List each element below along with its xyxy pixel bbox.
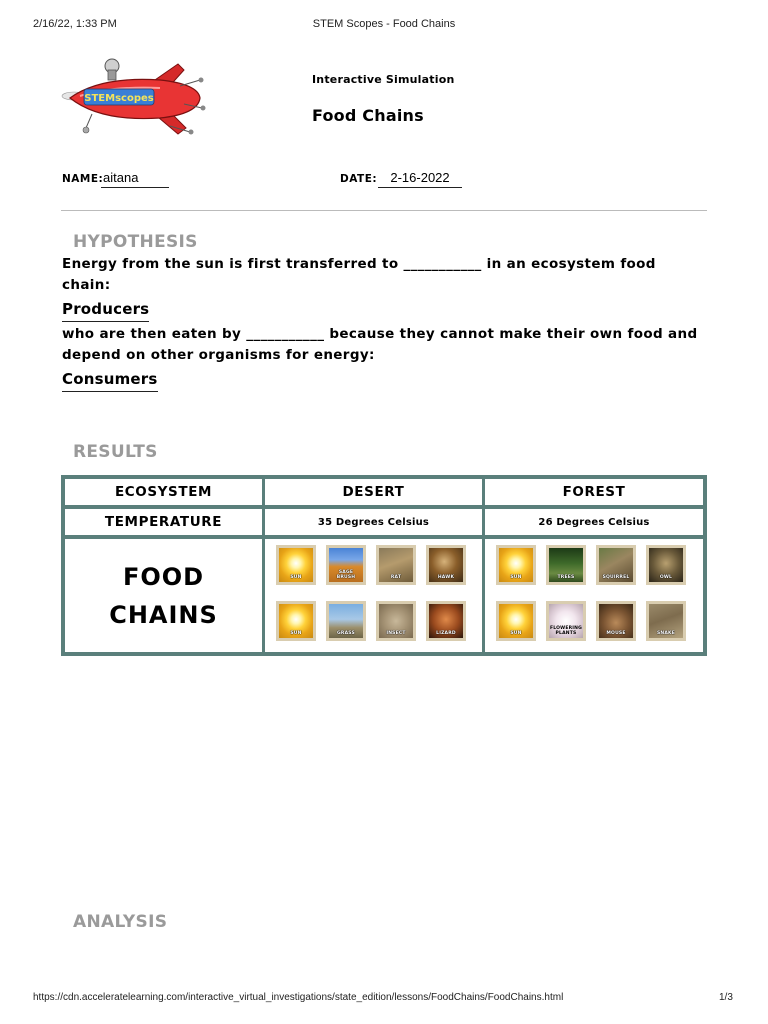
desert-chain2-sun: SUN [276, 601, 316, 641]
hypothesis-heading: HYPOTHESIS [73, 232, 198, 252]
date-field[interactable]: 2-16-2022 [378, 170, 462, 188]
forest-food-chains [485, 539, 703, 652]
name-field[interactable]: aitana [101, 170, 169, 188]
print-title: STEM Scopes - Food Chains [312, 18, 456, 30]
desert-temperature: 35 Degrees Celsius [265, 509, 482, 535]
desert-chain2-lizard: LIZARD [426, 601, 466, 641]
desert-chain1-hawk: HAWK [426, 545, 466, 585]
simulation-subtitle: Interactive Simulation [312, 73, 455, 86]
rocket-icon [60, 56, 220, 142]
print-page-number: 1/3 [719, 992, 733, 1003]
results-table [61, 475, 707, 656]
forest-chain2-sun: SUN [496, 601, 536, 641]
forest-chain1-trees: TREES [546, 545, 586, 585]
temperature-label: TEMPERATURE [65, 509, 262, 535]
header-forest: FOREST [485, 479, 703, 505]
hypothesis-answer-producers[interactable]: Producers [62, 300, 149, 322]
forest-chain2-flowering-plants: FLOWERING PLANTS [546, 601, 586, 641]
forest-chain1-squirrel: SQUIRREL [596, 545, 636, 585]
results-heading: RESULTS [73, 442, 158, 462]
forest-chain2-snake: SNAKE [646, 601, 686, 641]
date-label: DATE: [340, 173, 378, 185]
hypothesis-line-2: who are then eaten by ___________ because they cannot make their own food and depend on other organisms for energy: [62, 326, 698, 363]
forest-temperature: 26 Degrees Celsius [485, 509, 703, 535]
header-desert: DESERT [265, 479, 482, 505]
desert-chain2-insect: INSECT [376, 601, 416, 641]
hypothesis-answer-consumers[interactable]: Consumers [62, 370, 158, 392]
simulation-title: Food Chains [312, 106, 424, 125]
print-url: https://cdn.acceleratelearning.com/interactive_virtual_investigations/state_edition/lessons/FoodChains/FoodChains.html [33, 992, 564, 1003]
forest-chain2-mouse: MOUSE [596, 601, 636, 641]
divider [61, 210, 707, 211]
stemscopes-logo [60, 56, 220, 142]
print-datetime: 2/16/22, 1:33 PM [33, 18, 117, 30]
desert-chain2-grass: GRASS [326, 601, 366, 641]
forest-chain1-owl: OWL [646, 545, 686, 585]
desert-food-chains [265, 539, 482, 652]
food-chains-label-line-1: FOOD [122, 562, 205, 591]
desert-chain1-sage-brush: SAGE BRUSH [326, 545, 366, 585]
desert-chain1-sun: SUN [276, 545, 316, 585]
hypothesis-line-1: Energy from the sun is first transferred to ___________ in an ecosystem food chain: [62, 256, 656, 293]
header-ecosystem: ECOSYSTEM [65, 479, 262, 505]
name-label: NAME: [62, 173, 104, 185]
logo-text: STEMscopes [84, 93, 154, 104]
desert-chain1-rat: RAT [376, 545, 416, 585]
forest-chain1-sun: SUN [496, 545, 536, 585]
analysis-heading: ANALYSIS [73, 912, 168, 932]
food-chains-label-line-2: CHAINS [109, 600, 218, 629]
food-chains-label [65, 539, 262, 652]
